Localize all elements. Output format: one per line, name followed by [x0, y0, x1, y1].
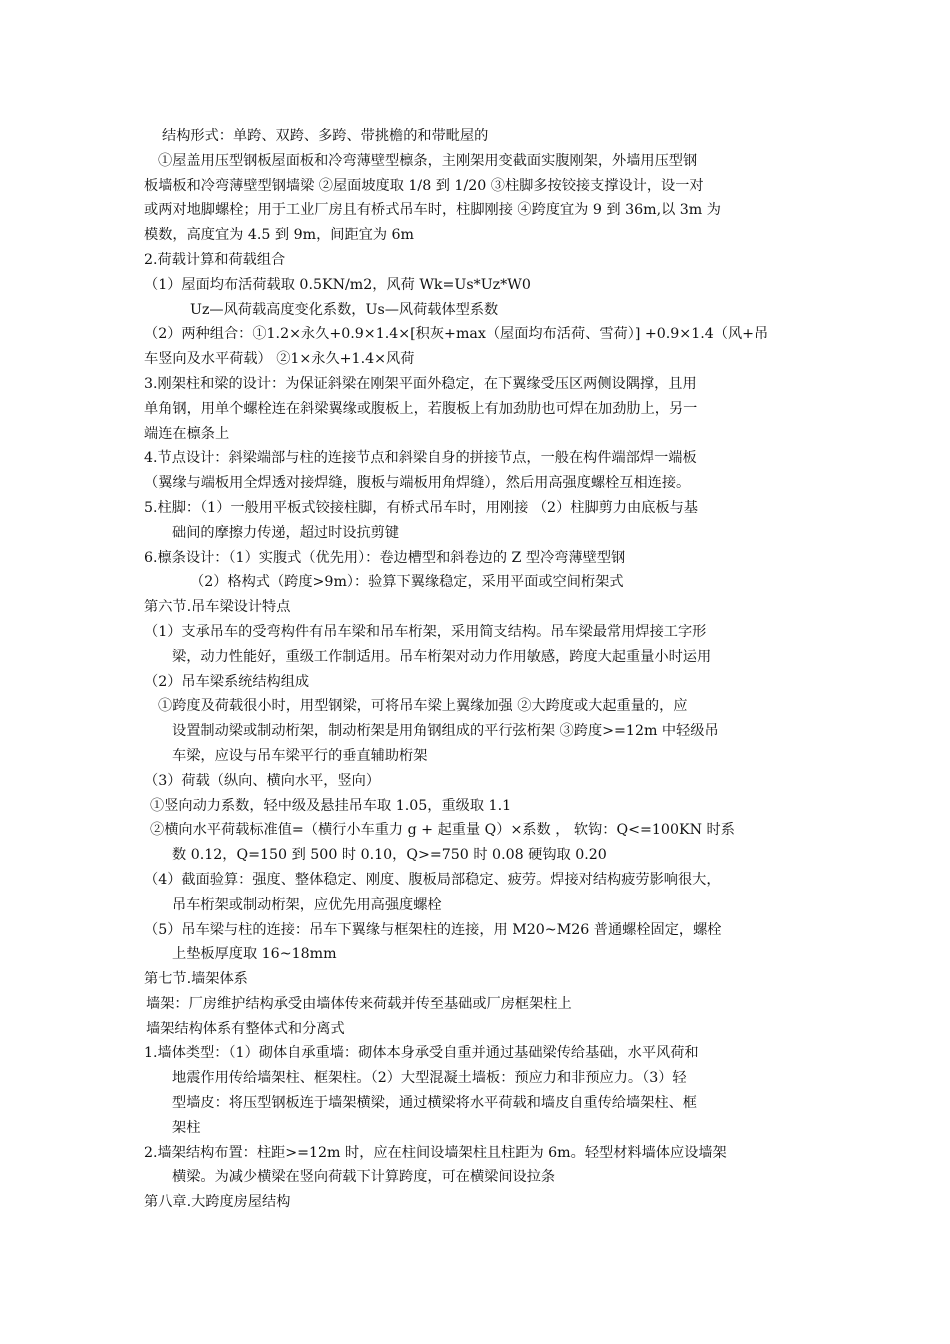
text-line: 横梁。为减少横梁在竖向荷载下计算跨度，可在横梁间设拉条 [172, 1169, 556, 1186]
text-line: 墙架结构体系有整体式和分离式 [146, 1020, 345, 1037]
text-line: （2）两种组合：①1.2×永久+0.9×1.4×[积灰+max（屋面均布活荷、雪荷）] +0.9×1.4（风+吊 [144, 326, 769, 343]
text-line: 墙架：厂房维护结构承受由墙体传来荷载并传至基础或厂房框架柱上 [146, 995, 572, 1012]
text-line: 上垫板厚度取 16~18mm [172, 946, 337, 963]
chapter-heading: 第六节.吊车梁设计特点 [144, 599, 291, 616]
section-heading: 5.柱脚：（1）一般用平板式铰接柱脚，有桥式吊车时，用刚接 （2）柱脚剪力由底板与基 [144, 499, 698, 516]
text-line: 吊车桁架或制动桁架，应优先用高强度螺栓 [172, 896, 442, 913]
text-line: 单角钢，用单个螺栓连在斜梁翼缘或腹板上，若腹板上有加劲肋也可焊在加劲肋上，另一 [144, 400, 698, 417]
section-heading: 4.节点设计：斜梁端部与柱的连接节点和斜梁自身的拼接节点，一般在构件端部焊一端板 [144, 450, 697, 467]
text-line: 型墙皮：将压型钢板连于墙架横梁，通过横梁将水平荷载和墙皮自重传给墙架柱、框 [172, 1095, 697, 1112]
section-heading: 1.墙体类型：（1）砌体自承重墙：砌体本身承受自重并通过基础梁传给基础，水平风荷和 [144, 1045, 699, 1062]
text-line: （5）吊车梁与柱的连接：吊车下翼缘与框架柱的连接，用 M20~M26 普通螺栓固定，螺栓 [144, 921, 722, 938]
text-line: ①跨度及荷载很小时，用型钢梁，可将吊车梁上翼缘加强 ②大跨度或大起重量的，应 [158, 698, 688, 715]
document-body [144, 124, 812, 1215]
text-line: 模数，高度宜为 4.5 到 9m，间距宜为 6m [144, 227, 414, 244]
text-line: ①屋盖用压型钢板屋面板和冷弯薄壁型檩条，主刚架用变截面实腹刚架，外墙用压型钢 [158, 152, 698, 169]
text-line: 车竖向及水平荷载） ②1×永久+1.4×风荷 [144, 351, 415, 368]
text-line: 板墙板和冷弯薄壁型钢墙梁 ②屋面坡度取 1/8 到 1/20 ③柱脚多按铰接支撑设计，设一对 [144, 177, 704, 194]
text-line: 数 0.12，Q=150 到 500 时 0.10，Q>=750 时 0.08 硬钩取 0.20 [172, 847, 607, 864]
text-line: ②横向水平荷载标准值=（横行小车重力 g + 起重量 Q）×系数 ， 软钩：Q<=100KN 时系 [150, 822, 735, 839]
text-line: （1）支承吊车的受弯构件有吊车梁和吊车桁架，采用简支结构。吊车梁最常用焊接工字形 [144, 623, 707, 640]
chapter-heading: 第七节.墙架体系 [144, 971, 248, 988]
section-heading: 3.刚架柱和梁的设计：为保证斜梁在刚架平面外稳定，在下翼缘受压区两侧设隅撑，且用 [144, 375, 697, 392]
text-line: 车梁，应设与吊车梁平行的垂直辅助桁架 [172, 747, 428, 764]
text-line: 础间的摩擦力传递，超过时设抗剪键 [172, 524, 400, 541]
text-line: （2）吊车梁系统结构组成 [144, 673, 310, 690]
text-line: 地震作用传给墙架柱、框架柱。（2）大型混凝土墙板：预应力和非预应力。（3）轻 [172, 1070, 687, 1087]
chapter-heading: 第八章.大跨度房屋结构 [144, 1194, 291, 1211]
text-line: （4）截面验算：强度、整体稳定、刚度、腹板局部稳定、疲劳。焊接对结构疲劳影响很大， [144, 871, 721, 888]
text-line: 端连在檩条上 [144, 425, 230, 442]
text-line: （2）格构式（跨度>9m）：验算下翼缘稳定，采用平面或空间桁架式 [190, 574, 624, 591]
text-line: 设置制动梁或制动桁架，制动桁架是用角钢组成的平行弦桁架 ③跨度>=12m 中轻级吊 [172, 723, 719, 740]
text-line: ①竖向动力系数，轻中级及悬挂吊车取 1.05，重级取 1.1 [150, 797, 512, 814]
text-line: 结构形式：单跨、双跨、多跨、带挑檐的和带毗屋的 [162, 128, 489, 144]
text-line: 或两对地脚螺栓；用于工业厂房且有桥式吊车时，柱脚刚接 ④跨度宜为 9 到 36m,以 3m 为 [144, 202, 721, 219]
section-heading: 6.檩条设计：（1）实腹式（优先用）：卷边槽型和斜卷边的 Z 型冷弯薄壁型钢 [144, 549, 626, 566]
text-line: 架柱 [172, 1119, 201, 1136]
text-line: （1）屋面均布活荷载取 0.5KN/m2，风荷 Wk=Us*Uz*W0 [144, 276, 531, 293]
text-line: （3）荷载（纵向、横向水平，竖向） [144, 772, 381, 789]
text-line: （翼缘与端板用全焊透对接焊缝，腹板与端板用角焊缝），然后用高强度螺栓互相连接。 [144, 475, 691, 492]
text-line: 梁，动力性能好，重级工作制适用。吊车桁架对动力作用敏感，跨度大起重量小时运用 [172, 648, 712, 665]
section-heading: 2.荷载计算和荷载组合 [144, 251, 286, 268]
section-heading: 2.墙架结构布置：柱距>=12m 时，应在柱间设墙架柱且柱距为 6m。轻型材料墙体应设墙架 [144, 1144, 727, 1161]
text-line: Uz—风荷载高度变化系数，Us—风荷载体型系数 [190, 301, 499, 318]
